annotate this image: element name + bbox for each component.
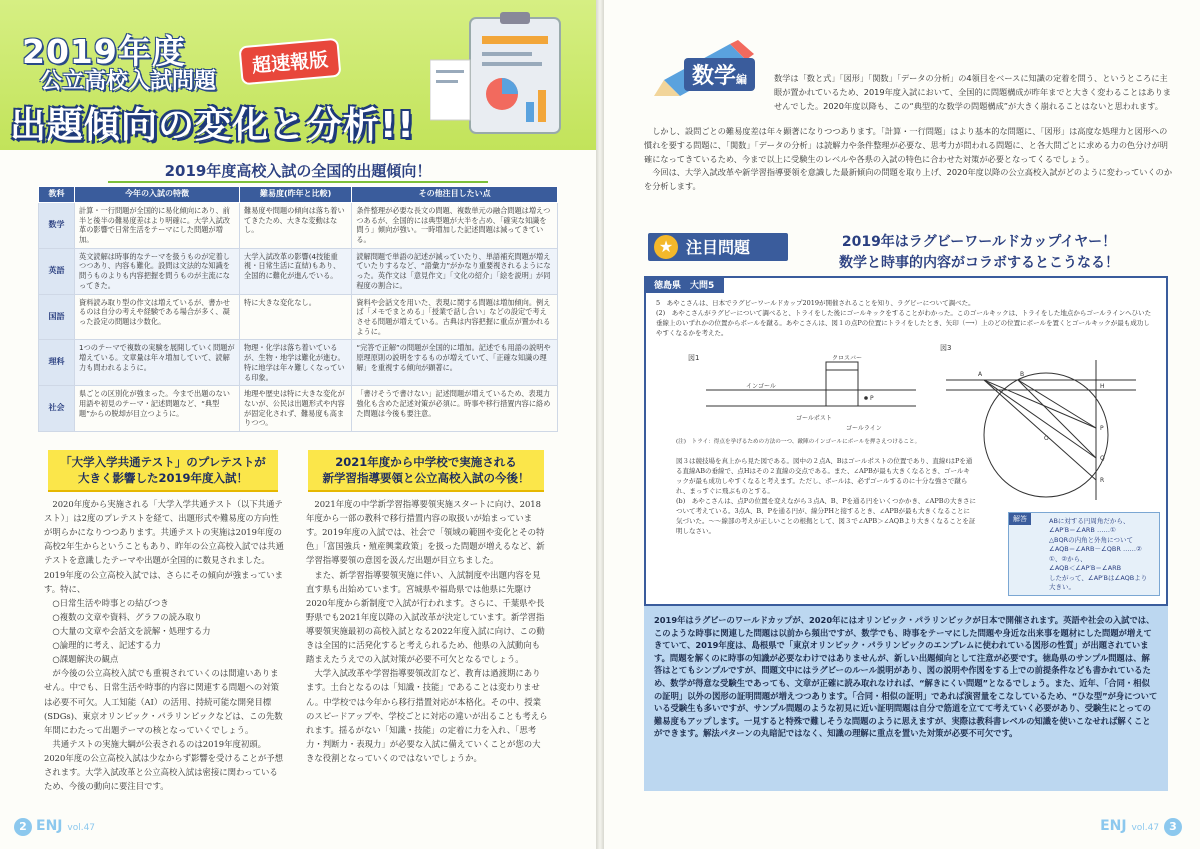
- list-item: ○課題解決の観点: [52, 654, 119, 665]
- difficulty-cell: 地理や歴史は特に大きな変化がないが、公民は出題形式や内容が固定化されず、難易度も高まりつつ。: [240, 386, 352, 432]
- problem-source-tag: 徳島県 大問5: [644, 276, 724, 293]
- subject-cell: 数学: [39, 202, 75, 248]
- problem-body: [676, 456, 976, 537]
- intro-body: [644, 125, 1174, 194]
- answer-line: ①、②から、: [1049, 554, 1087, 563]
- point-label: R: [1100, 477, 1105, 484]
- point-label: A: [978, 371, 983, 378]
- table-header: 難易度(昨年と比較): [240, 187, 352, 203]
- note-cell: 条件整理が必要な長文の問題、複数単元の融合問題は増えつつあるが、全国的には典型題が大半を占め、「確実な知識を問う」傾向が強い。一時増加した記述問題は減ってきている。: [352, 202, 558, 248]
- right-page: [604, 0, 1200, 849]
- subject-cell: 国語: [39, 294, 75, 340]
- header-banner: [0, 0, 596, 150]
- subject-cell: 社会: [39, 386, 75, 432]
- feature-cell: 資料読み取り型の作文は増えているが、書かせるのは自分の考えや経験である場合が多く、凝った設定の問題は少数化。: [75, 294, 240, 340]
- svg-text:P: P: [870, 395, 874, 402]
- paragraph: 2020年度から実施される「大学入学共通テスト（以下共通テスト）」は2度のプレテストを経て、出題形式や難易度の方向性が明らかになりつつあります。共通テストの実施は2019年度の高校2年生からということもあり、昨年の公立高校入試では共通テストを意識したテーマや出題が全国的に数見されました。2019年度の公立高校入試では、さらにその傾向が強まっています。特に、: [44, 499, 284, 594]
- feature-cell: 計算・一行問題が全国的に易化傾向にあり、前半と後半の難易度差はより明確に。大学入試改革の影響で日常生活をテーマにした問題が増加。: [75, 202, 240, 248]
- table-row: [39, 248, 558, 294]
- paragraph: 2021年度の中学新学習指導要領実施スタートに向け、2018年度から一部の教科で移行措置内容の取扱いが始まっています。2019年度の入試では、社会で「領域の範囲や変化とその特色」「富国強兵・殖産興業政策」を扱った問題が増えるなど、新学習指導要領の意図を汲んだ出題が目立ちました。: [306, 499, 545, 566]
- point-label: B: [1020, 371, 1025, 378]
- analysis-summary: 2019年はラグビーのワールドカップが、2020年にはオリンピック・パラリンピックが日本で開催されます。英語や社会の入試では、このような時事に関連した問題は以前から頻出ですが、数学でも、時事をテーマにした問題や身近な出来事を題材にした問題が増えてきていて、2019年度は、島根県で「東京オリンピック・パラリンピックのエンブレムに使われている図形の性質」が出題されています。問題を解くのに時事の知識が必要なわけではありませんが、新しい出題傾向として注意が必要です。徳島県のサンプル問題は、解答はとてもシンプルですが、問題文中にはラグビーのルール説明があり、図の説明や作図をする上での前提条件なども書かれているため、数学が得意な受験生であっても、文章が正確に読み取れなければ、“解きにくい問題”となるでしょう。また、近年、「合同・相似の証明」以外の図形の証明問題が増えつつあります。「合同・相似の証明」であれば演習量をこなしているため、“ひな型”が身についている受験生も多いですが、サンプル問題のような初見に近い証明問題は自分で筋道を立てて考えていく必要があり、受験生にとっての難易度もアップします。一見すると特殊で難しそうな問題のように思えますが、実際は教科書レベルの知識を使いこなせれば解くことができます。解法パターンの丸暗記ではなく、知識の理解に重点を置いた対策が必要不可欠です。: [644, 606, 1168, 791]
- table-row: [39, 294, 558, 340]
- section-title: 2019年度高校入試の全国的出題傾向！: [164, 162, 432, 180]
- problem-box: [644, 276, 1168, 606]
- table-header: 今年の入試の特徴: [75, 187, 240, 203]
- answer-line: ∠AQB＝∠ARB－∠QBR ……②: [1049, 545, 1142, 554]
- problem-body-text: (b) あやこさんは、点Pの位置を変えながら３点A、B、Pを通る円をいくつかかき、∠APBの大きさについて考えている。3点A、B、Pを通る円が、線分PHと接するとき、∠APBが最も大きくなることに気づいた。〜〜線部の考えが正しいことの根拠として、図３で∠APB＞∠AQBより大きくなることを証明しなさい。: [676, 497, 976, 536]
- left-footer: [14, 818, 95, 836]
- table-row: [39, 386, 558, 432]
- header-main-title: 出題傾向の変化と分析!!: [10, 105, 415, 146]
- book-gutter: [596, 0, 604, 849]
- header-year: 2019年度: [22, 32, 186, 71]
- paragraph: また、新学習指導要領実施に伴い、入試制度や出題内容を見直す県も出始めています。宮城県や福島県では他県に先駆け2020年度から新制度で入試が行われます。さらに、千葉県や長野県でも2021年度以降の入試改革が決定しています。新学習指導要領実施最初の高校入試となる2022年度入試に向け、この動きは全国的に活発化すると考えられるため、他県の入試動向も踏まえたうえでの入試対策が必要不可欠となるでしょう。: [306, 569, 545, 665]
- featured-title-line: 数学と時事的内容がコラボするとこうなる！: [839, 255, 1119, 271]
- header-subtitle: 公立高校入試問題: [40, 69, 217, 94]
- difficulty-cell: 特に大きな変化なし。: [240, 294, 352, 340]
- answer-line: したがって、∠AP′Bは∠AQBより大きい。: [1049, 573, 1148, 591]
- table-row: [39, 202, 558, 248]
- figure-1-goal-diagram: [686, 350, 926, 436]
- brand-name: ENJ: [36, 818, 63, 834]
- paragraph: が今後の公立高校入試でも重視されていくのは間違いありません。中でも、日常生活や時事的内容に関連する問題への対策は必要不可欠。人工知能（AI）の活用、持続可能な開発目標(SDGs)、東京オリンピック・パラリンピックなどは、この先数年間にわたって出題テーマの核となっていくでしょう。: [44, 668, 283, 735]
- feature-cell: 英文読解は時事的なテーマを扱うものが定着しつつあり、内容も難化。設問は文法的な知識を問うものよりも内容把握を問うものが主流になってきた。: [75, 248, 240, 294]
- feature-cell: 県ごとの区別化が強まった。今まで出題のない用語や初見のテーマ・記述問題など、“典型題”からの脱却が目立つように。: [75, 386, 240, 432]
- answer-line: ∠AQB＜∠AP′B＝∠ARB: [1049, 564, 1122, 573]
- problem-question: [656, 298, 1156, 338]
- column1-heading: [48, 450, 278, 492]
- list-item: ○論理的に考え、記述する力: [52, 640, 161, 651]
- intro-lead: 数学は「数と式」「図形」「関数」「データの分析」の4領目をベースに知識の定着を問う、というところに主眼が置かれているため、2019年度入試において、全国的に問題構成が昨年までと大きく変わることはありませんでした。2020年度以降も、この“典型的な数学の問題構成”が大きく崩れることはないと思われます。: [774, 73, 1171, 111]
- figure-text-label: ゴールライン: [846, 425, 882, 432]
- clipboard-illustration: [430, 10, 580, 140]
- paragraph: 共通テストの実施大綱が公表されるのは2019年度初頭。2020年度の公立高校入試は少なからず影響を受けることが予想されます。大学入試改革と公立高校入試は密接に関わっているため、今後の動向に要注目です。: [44, 738, 284, 792]
- note-cell: 読解問題で単語の記述が減っていたり、単語補充問題が増えていたりするなど、“語彙力”がかなり重要視されるようになった。英作文は「意見作文」「文化の紹介」「絵を説明」が同程度の割合に。: [352, 248, 558, 294]
- point-label: Q: [1100, 455, 1105, 462]
- column1-heading-line: 「大学入学共通テスト」のプレテストが: [60, 455, 266, 469]
- table-header-row: [39, 187, 558, 203]
- list-item: ○複数の文章や資料、グラフの読み取り: [52, 611, 203, 622]
- bullet-list: [44, 596, 286, 667]
- note-cell: 資料や会話文を用いた、表現に関する問題は増加傾向。例えば「メモでまとめる」「授業で話し合い」などの設定で考えさせる問題が増えている。古典は内容把握に重点が置かれるように。: [352, 294, 558, 340]
- note-cell: 「書けそうで書けない」記述問題が増えているため、表現力強化も含めた記述対策が必須に。時事や移行措置内容に絡めた問題は今後も要注意。: [352, 386, 558, 432]
- note-cell: “完答で正解”の問題が全国的に増加。記述でも用語の説明や原理原則の説明をするものが増えていて、「正確な知識の理解」を重視する傾向が顕著に。: [352, 340, 558, 386]
- page-number: 2: [14, 818, 32, 836]
- trend-table: [38, 186, 558, 432]
- difficulty-cell: 大学入試改革の影響(4技能重視・日常生活に直結)もあり、全国的に難化が進んでいる。: [240, 248, 352, 294]
- answer-line: ∠AP′B＝∠ARB ……①: [1049, 526, 1116, 535]
- column2-heading-line: 2021年度から中学校で実施される: [335, 455, 517, 469]
- point-label: O: [1044, 435, 1049, 442]
- paragraph: 今回は、大学入試改革や新学習指導要領を意識した最新傾向の問題を取り上げ、2020年度以降の公立高校入試がどのように変わっていくのかを分析します。: [644, 167, 1173, 192]
- difficulty-cell: 物理・化学は落ち着いているが、生物・地学は難化が進む。特に地学は年々難しくなっている印象。: [240, 340, 352, 386]
- featured-label-text: 注目問題: [686, 238, 751, 257]
- answer-line: △BQRの内角と外角について: [1049, 535, 1133, 544]
- page-number: 3: [1164, 818, 1182, 836]
- question-text: (2) あやこさんがラグビーについて調べると、トライをした後にゴールキックをすることがわかった。このゴールキックは、トライをした地点からゴールラインへひいた垂線上のいずれかの位置からボールを蹴る。あやこさんは、図１の点Pの位置にトライをしたとき、矢印（⟶）上のどの位置にボールを置くとゴールキックが最も成功しやすくなるかを考えた。: [656, 309, 1152, 338]
- figure-note: (注) トライ：得点を挙げるための方法の一つ、敵陣のインゴールにボールを押さえつけること。: [676, 439, 921, 445]
- figure-text-label: ゴールポスト: [796, 415, 832, 422]
- table-header: 教科: [39, 187, 75, 203]
- figure-text-label: インゴール: [746, 383, 776, 390]
- subject-cell: 英語: [39, 248, 75, 294]
- point-label: H: [1100, 383, 1105, 390]
- right-footer: [1100, 818, 1186, 836]
- star-icon: ★: [654, 235, 678, 259]
- speed-report-badge: 超速報版: [238, 38, 341, 86]
- math-section-label: [684, 58, 755, 91]
- math-label-suffix: 編: [736, 73, 748, 86]
- point-label: P: [1100, 425, 1104, 432]
- volume-label: vol.47: [1131, 823, 1160, 833]
- volume-label: vol.47: [67, 823, 96, 833]
- section-underline: [108, 181, 488, 183]
- problem-body-text: 図３は競技場を真上から見た図である。図中の２点A、Bはゴールポストの位置であり、直線ℓはPを通る直線ABの垂線で、点Hはその２直線の交点である。また、∠APBが最も大きくなるとき、ゴールキックが最も成功しやすくなると考えます。ただし、ボールは、必ずゴールするのに十分な強さで蹴られ、まっすぐに飛ぶものとする。: [676, 457, 973, 496]
- featured-title-line: 2019年はラグビーワールドカップイヤー！: [841, 234, 1117, 250]
- figure-label: 図1: [688, 354, 700, 362]
- featured-problem-label: [648, 233, 788, 261]
- answer-tag: 解答: [1009, 513, 1031, 525]
- brand-name: ENJ: [1100, 818, 1127, 834]
- feature-cell: 1つのテーマで複数の実験を展開していく問題が増えている。文章量は年々増加していて、読解力も問われるように。: [75, 340, 240, 386]
- math-label-text: 数学: [692, 64, 737, 89]
- column1-heading-line: 大きく影響した2019年度入試！: [77, 471, 248, 486]
- table-header: その他注目したい点: [352, 187, 558, 203]
- paragraph: しかし、設問ごとの難易度差は年々顕著になりつつあります。「計算・一行問題」はより基本的な問題に、「図形」は高度な処理力と図形への慣れを要する問題に、「関数」「データの分析」は読解力や条件整理が必要な、思考力が問われる問題に、と各大問ごとに求める力の色分けが明確になってきているため、今まで以上に受験生のレベルや各県の入試の特色に合わせた対策が必要となってくるでしょう。: [644, 126, 1168, 164]
- question-text: 5 あやこさんは、日本でラグビーワールドカップ2019が開催されることを知り、ラグビーについて調べた。: [656, 299, 975, 307]
- paragraph: 大学入試改革や学習指導要領改訂など、教育は過渡期にあります。土台となるのは「知識・技能」であることは変わりません。中学校では今年から移行措置対応が本格化。その中、授業のスピードアップや、学校ごとに対応の違いが出ることも考えられます。揺るがない「知識・技能」の定着に力を入れ、「思考力・判断力・表現力」が必要な入試に備えていくことが您の大きな役割となっていくのではないでしょうか。: [306, 668, 548, 763]
- left-page: [0, 0, 596, 849]
- list-item: ○大量の文章や会話文を読解・処理する力: [52, 625, 211, 636]
- difficulty-cell: 難易度や問題の傾向は落ち着いてきたため、大きな変動はなし。: [240, 202, 352, 248]
- featured-title: [794, 232, 1164, 274]
- answer-line: ABに対する円周角だから、: [1049, 517, 1130, 525]
- column1-body: [44, 497, 286, 793]
- column2-heading-line: 新学習指導要領と公立高校入試の今後！: [322, 471, 530, 486]
- subject-cell: 理科: [39, 340, 75, 386]
- figure-label: 図3: [940, 344, 952, 352]
- answer-box: [1008, 512, 1160, 596]
- list-item: ○日常生活や時事との結びつき: [52, 597, 169, 608]
- figure-text-label: クロスバー: [832, 355, 863, 362]
- column2-heading: [308, 450, 544, 492]
- table-row: [39, 340, 558, 386]
- column2-body: [306, 497, 548, 765]
